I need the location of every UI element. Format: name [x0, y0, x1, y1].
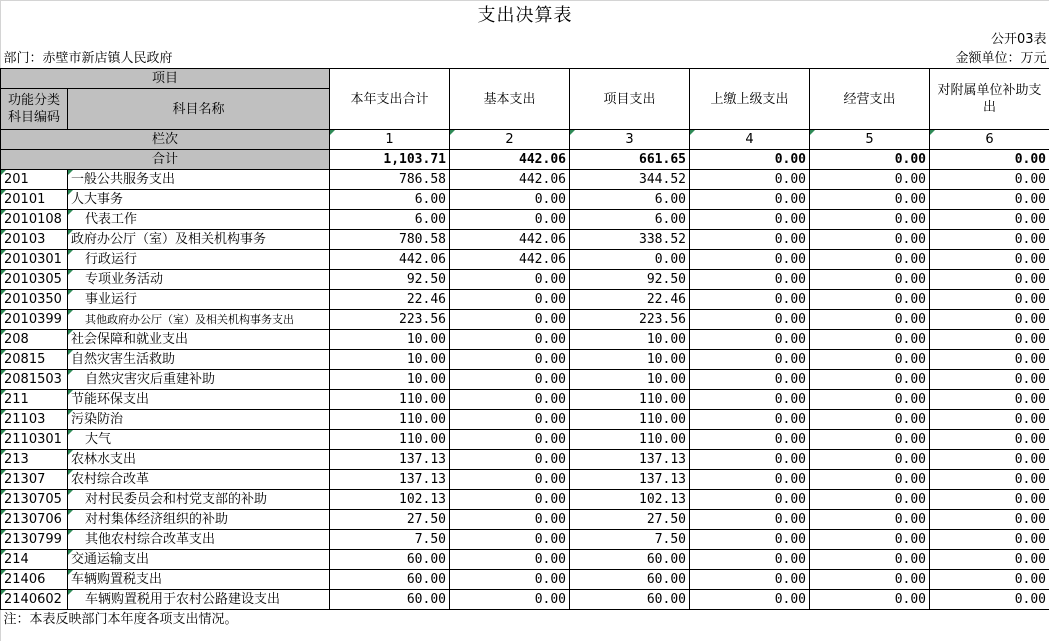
lane-number: 2: [450, 130, 570, 150]
row-subject-name: 社会保障和就业支出: [68, 330, 330, 350]
row-subject-name: 政府办公厅（室）及相关机构事务: [68, 230, 330, 250]
row-value: 0.00: [810, 390, 930, 410]
row-value: 0.00: [930, 170, 1049, 190]
row-value: 60.00: [570, 570, 690, 590]
row-value: 0.00: [690, 410, 810, 430]
row-value: 10.00: [570, 350, 690, 370]
row-value: 0.00: [450, 210, 570, 230]
table-row: [1, 450, 1049, 470]
row-code: 20101: [1, 190, 68, 210]
row-value: 7.50: [330, 530, 450, 550]
row-value: 0.00: [690, 230, 810, 250]
table-row: [1, 390, 1049, 410]
row-value: 7.50: [570, 530, 690, 550]
row-code: 2130705: [1, 490, 68, 510]
row-value: 0.00: [930, 330, 1049, 350]
row-value: 10.00: [570, 330, 690, 350]
row-value: 0.00: [810, 510, 930, 530]
lane-label: 栏次: [1, 130, 330, 150]
row-value: 6.00: [570, 210, 690, 230]
row-value: 10.00: [330, 370, 450, 390]
total-value: 661.65: [570, 150, 690, 170]
row-subject-name: 自然灾害生活救助: [68, 350, 330, 370]
row-value: 344.52: [570, 170, 690, 190]
row-value: 0.00: [450, 550, 570, 570]
row-value: 0.00: [450, 490, 570, 510]
row-value: 0.00: [690, 350, 810, 370]
row-value: 0.00: [690, 570, 810, 590]
row-value: 786.58: [330, 170, 450, 190]
row-value: 110.00: [330, 390, 450, 410]
row-subject-name: 事业运行: [68, 290, 330, 310]
row-subject-name: 人大事务: [68, 190, 330, 210]
lane-number: 4: [690, 130, 810, 150]
row-value: 338.52: [570, 230, 690, 250]
row-value: 0.00: [450, 590, 570, 610]
row-value: 0.00: [450, 270, 570, 290]
row-code: 20815: [1, 350, 68, 370]
row-code: 21103: [1, 410, 68, 430]
row-subject-name: 交通运输支出: [68, 550, 330, 570]
row-value: 0.00: [450, 470, 570, 490]
row-value: 110.00: [570, 410, 690, 430]
row-value: 0.00: [930, 230, 1049, 250]
row-subject-name: 其他农村综合改革支出: [68, 530, 330, 550]
row-value: 27.50: [570, 510, 690, 530]
row-value: 0.00: [450, 430, 570, 450]
table-note: 注：本表反映部门本年度各项支出情况。: [3, 612, 238, 627]
row-code: 2010301: [1, 250, 68, 270]
row-value: 0.00: [690, 490, 810, 510]
table-row: [1, 290, 1049, 310]
table-row: [1, 310, 1049, 330]
row-value: 223.56: [570, 310, 690, 330]
row-value: 0.00: [810, 270, 930, 290]
header-col-4: 上缴上级支出: [690, 69, 810, 130]
row-subject-name: 节能环保支出: [68, 390, 330, 410]
row-value: 92.50: [330, 270, 450, 290]
table-row: [1, 370, 1049, 390]
row-value: 6.00: [570, 190, 690, 210]
table-row: [1, 330, 1049, 350]
table-row: [1, 490, 1049, 510]
row-value: 0.00: [690, 530, 810, 550]
row-value: 0.00: [810, 190, 930, 210]
row-value: 22.46: [330, 290, 450, 310]
row-value: 0.00: [690, 250, 810, 270]
row-code: 2010399: [1, 310, 68, 330]
header-col-5: 经营支出: [810, 69, 930, 130]
row-subject-name: 农村综合改革: [68, 470, 330, 490]
row-value: 0.00: [810, 330, 930, 350]
row-value: 137.13: [330, 450, 450, 470]
row-value: 0.00: [810, 490, 930, 510]
row-value: 102.13: [330, 490, 450, 510]
row-value: 0.00: [930, 410, 1049, 430]
row-value: 10.00: [570, 370, 690, 390]
row-value: 0.00: [810, 310, 930, 330]
row-value: 442.06: [450, 230, 570, 250]
form-number: 公开03表: [990, 32, 1047, 47]
row-value: 0.00: [690, 430, 810, 450]
row-value: 0.00: [450, 390, 570, 410]
row-value: 0.00: [690, 290, 810, 310]
total-row: [1, 150, 1049, 170]
row-value: 0.00: [930, 570, 1049, 590]
row-value: 110.00: [330, 430, 450, 450]
table-row: [1, 190, 1049, 210]
row-subject-name: 代表工作: [68, 210, 330, 230]
row-code: 208: [1, 330, 68, 350]
row-value: 0.00: [810, 450, 930, 470]
table-row: [1, 350, 1049, 370]
row-value: 0.00: [930, 530, 1049, 550]
row-value: 0.00: [810, 550, 930, 570]
row-value: 110.00: [570, 430, 690, 450]
row-value: 0.00: [690, 390, 810, 410]
row-value: 0.00: [810, 530, 930, 550]
row-value: 0.00: [930, 210, 1049, 230]
row-value: 0.00: [930, 430, 1049, 450]
row-subject-name: 专项业务活动: [68, 270, 330, 290]
table-row: [1, 410, 1049, 430]
row-value: 223.56: [330, 310, 450, 330]
row-value: 0.00: [810, 210, 930, 230]
row-value: 0.00: [690, 590, 810, 610]
row-value: 0.00: [690, 170, 810, 190]
row-code: 2130799: [1, 530, 68, 550]
row-value: 0.00: [930, 250, 1049, 270]
row-value: 0.00: [450, 330, 570, 350]
row-value: 0.00: [690, 550, 810, 570]
row-value: 0.00: [690, 310, 810, 330]
row-value: 0.00: [930, 370, 1049, 390]
row-code: 2130706: [1, 510, 68, 530]
row-value: 0.00: [930, 290, 1049, 310]
row-value: 0.00: [810, 250, 930, 270]
row-value: 0.00: [930, 190, 1049, 210]
row-value: 137.13: [570, 450, 690, 470]
row-subject-name: 自然灾害灾后重建补助: [68, 370, 330, 390]
row-value: 6.00: [330, 190, 450, 210]
table-row: [1, 170, 1049, 190]
row-code: 21307: [1, 470, 68, 490]
row-value: 442.06: [450, 170, 570, 190]
row-code: 214: [1, 550, 68, 570]
header-col-3: 项目支出: [570, 69, 690, 130]
table-row: [1, 550, 1049, 570]
total-value: 0.00: [810, 150, 930, 170]
row-value: 0.00: [690, 210, 810, 230]
row-value: 10.00: [330, 350, 450, 370]
row-value: 0.00: [450, 350, 570, 370]
row-subject-name: 大气: [68, 430, 330, 450]
row-value: 60.00: [330, 570, 450, 590]
row-value: 0.00: [810, 570, 930, 590]
row-value: 137.13: [330, 470, 450, 490]
row-value: 0.00: [570, 250, 690, 270]
row-subject-name: 车辆购置税支出: [68, 570, 330, 590]
row-code: 2010108: [1, 210, 68, 230]
row-value: 60.00: [570, 590, 690, 610]
row-code: 201: [1, 170, 68, 190]
row-value: 0.00: [930, 550, 1049, 570]
total-value: 0.00: [930, 150, 1049, 170]
unit-label: 金额单位：万元: [955, 51, 1047, 66]
row-value: 0.00: [930, 450, 1049, 470]
row-subject-name: 行政运行: [68, 250, 330, 270]
table-row: [1, 530, 1049, 550]
row-code: 20103: [1, 230, 68, 250]
row-value: 0.00: [810, 290, 930, 310]
row-value: 0.00: [810, 410, 930, 430]
table-row: [1, 470, 1049, 490]
department-label: 部门：赤壁市新店镇人民政府: [3, 51, 173, 66]
table-title: 支出决算表: [477, 4, 573, 26]
row-value: 0.00: [930, 310, 1049, 330]
row-value: 0.00: [810, 350, 930, 370]
row-subject-name: 其他政府办公厅（室）及相关机构事务支出: [68, 310, 330, 330]
row-value: 92.50: [570, 270, 690, 290]
table-row: [1, 230, 1049, 250]
row-subject-name: 车辆购置税用于农村公路建设支出: [68, 590, 330, 610]
row-value: 0.00: [690, 190, 810, 210]
row-value: 0.00: [450, 290, 570, 310]
row-code: 211: [1, 390, 68, 410]
row-value: 0.00: [690, 370, 810, 390]
row-code: 2010305: [1, 270, 68, 290]
row-value: 60.00: [330, 590, 450, 610]
row-subject-name: 对村民委员会和村党支部的补助: [68, 490, 330, 510]
lane-number: 1: [330, 130, 450, 150]
table-row: [1, 250, 1049, 270]
table-row: [1, 430, 1049, 450]
row-value: 0.00: [690, 270, 810, 290]
row-value: 0.00: [810, 170, 930, 190]
row-value: 0.00: [930, 490, 1049, 510]
header-col-2: 基本支出: [450, 69, 570, 130]
row-value: 0.00: [930, 270, 1049, 290]
lane-number: 3: [570, 130, 690, 150]
row-value: 780.58: [330, 230, 450, 250]
row-subject-name: 对村集体经济组织的补助: [68, 510, 330, 530]
row-value: 0.00: [450, 310, 570, 330]
row-value: 0.00: [930, 350, 1049, 370]
row-value: 27.50: [330, 510, 450, 530]
row-value: 0.00: [450, 370, 570, 390]
row-value: 0.00: [810, 230, 930, 250]
lane-number: 6: [930, 130, 1049, 150]
row-value: 0.00: [930, 470, 1049, 490]
row-value: 137.13: [570, 470, 690, 490]
row-value: 60.00: [570, 550, 690, 570]
row-value: 0.00: [450, 410, 570, 430]
row-value: 0.00: [690, 330, 810, 350]
row-value: 110.00: [570, 390, 690, 410]
total-value: 442.06: [450, 150, 570, 170]
row-value: 442.06: [330, 250, 450, 270]
row-code: 213: [1, 450, 68, 470]
row-code: 2010350: [1, 290, 68, 310]
row-value: 22.46: [570, 290, 690, 310]
row-code: 2110301: [1, 430, 68, 450]
row-value: 110.00: [330, 410, 450, 430]
row-value: 0.00: [810, 370, 930, 390]
row-code: 21406: [1, 570, 68, 590]
header-col-1: 本年支出合计: [330, 69, 450, 130]
row-subject-name: 一般公共服务支出: [68, 170, 330, 190]
row-subject-name: 农林水支出: [68, 450, 330, 470]
row-value: 60.00: [330, 550, 450, 570]
table-row: [1, 510, 1049, 530]
total-value: 1,103.71: [330, 150, 450, 170]
table-row: [1, 270, 1049, 290]
row-value: 102.13: [570, 490, 690, 510]
row-value: 0.00: [810, 470, 930, 490]
row-value: 10.00: [330, 330, 450, 350]
row-value: 0.00: [930, 510, 1049, 530]
total-label: 合计: [1, 150, 330, 170]
row-value: 0.00: [450, 510, 570, 530]
row-value: 0.00: [450, 190, 570, 210]
header-func-code: 功能分类科目编码: [1, 89, 68, 130]
row-value: 0.00: [930, 590, 1049, 610]
row-value: 0.00: [690, 470, 810, 490]
row-value: 0.00: [810, 430, 930, 450]
table-row: [1, 210, 1049, 230]
header-col-6: 对附属单位补助支出: [930, 69, 1049, 130]
row-value: 442.06: [450, 250, 570, 270]
header-item: 项目: [1, 69, 330, 89]
header-subject-name: 科目名称: [68, 89, 330, 130]
lane-number: 5: [810, 130, 930, 150]
row-value: 0.00: [810, 590, 930, 610]
table-row: [1, 590, 1049, 610]
row-value: 0.00: [450, 570, 570, 590]
row-value: 0.00: [690, 450, 810, 470]
row-value: 0.00: [690, 510, 810, 530]
row-subject-name: 污染防治: [68, 410, 330, 430]
table-row: [1, 570, 1049, 590]
row-value: 0.00: [450, 450, 570, 470]
row-value: 6.00: [330, 210, 450, 230]
row-value: 0.00: [930, 390, 1049, 410]
row-code: 2081503: [1, 370, 68, 390]
row-value: 0.00: [450, 530, 570, 550]
total-value: 0.00: [690, 150, 810, 170]
row-code: 2140602: [1, 590, 68, 610]
